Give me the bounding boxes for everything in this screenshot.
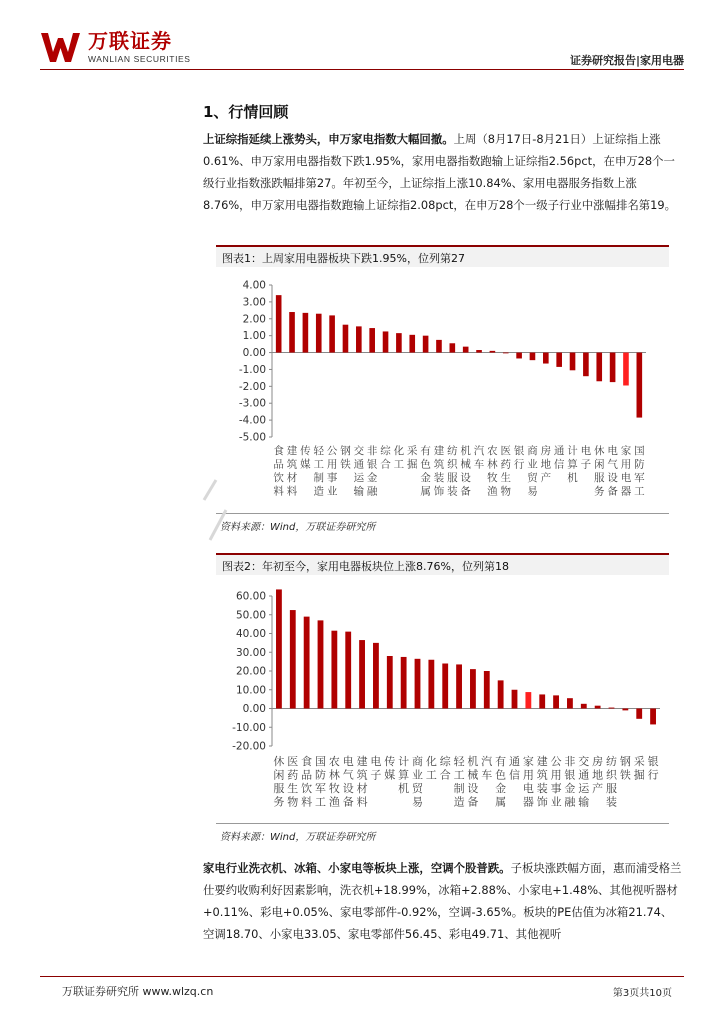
x-category-label-char: 行 [513,458,525,471]
bar-计算机 [570,353,576,371]
x-category-label-char: 房 [540,445,552,457]
watermark-mark [196,470,256,550]
x-category-label-char: 产 [540,472,552,484]
x-category-label-char: 防 [634,458,645,471]
x-category-label-char: 车 [481,768,493,782]
bar-传媒 [303,313,309,353]
x-category-label-char: 品 [301,768,313,782]
x-category-label-char: 电 [370,755,382,768]
x-category-label-char: 防 [315,768,326,782]
x-category-label-char: 业 [412,768,423,782]
chart-1-title: 图表1：上周家用电器板块下跌1.95%，位列第27 [222,252,465,265]
bar-传媒 [387,656,393,709]
x-category-label-char: 渔 [328,795,340,809]
x-category-label-char: 行 [647,768,659,782]
x-category-label-char: 信 [509,768,520,782]
bar-休闲服务 [596,353,602,382]
bar-食品饮料 [304,617,310,709]
x-category-label-char: 筑 [356,768,368,782]
bar-钢铁 [343,325,349,353]
x-category-label-char: 工 [634,485,645,498]
x-category-label-char: 务 [273,795,285,809]
x-category-label-char: 通 [509,755,520,768]
x-category-label-char: 纺 [606,755,617,768]
bar-建筑装饰 [539,694,545,708]
bar-化工 [396,333,402,352]
x-category-label-char: 筑 [286,458,298,471]
x-category-label-char: 银 [647,755,659,768]
y-tick-label: 1.00 [242,330,266,343]
x-category-label-char: 备 [460,485,471,498]
x-category-label-char: 建 [536,755,548,768]
x-category-label-char: 设 [342,782,354,795]
x-category-label-char: 金 [366,472,378,484]
bar-银行 [516,353,522,359]
x-category-label-char: 制 [453,782,465,795]
y-tick-label: 60.00 [235,590,266,603]
section-title: 1、行情回顾 [203,103,289,121]
y-tick-label: 30.00 [235,646,266,659]
x-category-label-char: 休 [594,445,605,457]
x-category-label-char: 设 [467,782,479,795]
x-category-label-char: 工 [393,458,405,471]
x-category-label-char: 合 [380,458,391,471]
y-tick-label: -5.00 [238,431,266,444]
x-category-label-char: 非 [366,445,378,457]
bar-轻工制造 [316,314,322,353]
x-category-label-char: 建 [433,445,445,457]
x-category-label-char: 工 [315,795,326,809]
footer-divider [40,976,684,977]
bar-建筑装饰 [436,340,442,353]
x-category-label-char: 纺 [447,445,458,457]
bar-医药生物 [290,610,296,708]
chart-2-title: 图表2：年初至今，家用电器板块位上涨8.76%，位列第18 [222,560,509,573]
x-category-label-char: 合 [439,768,451,782]
x-category-label-char: 交 [353,445,365,457]
x-category-label-char: 机 [467,755,479,768]
x-category-label-char: 设 [607,472,618,484]
x-category-label-char: 建 [356,755,368,768]
x-category-label-char: 算 [567,458,578,471]
x-category-label-char: 建 [286,445,298,457]
x-category-label-char: 媒 [300,458,311,471]
x-category-label-char: 服 [447,472,458,484]
x-category-label-char: 色 [420,458,431,471]
y-tick-label: -20.00 [232,740,266,753]
x-category-label-char: 装 [433,472,445,484]
x-category-label-char: 务 [594,485,605,498]
x-category-label-char: 器 [620,485,632,498]
chart-1-plot [216,271,669,511]
bar-商业贸易 [530,353,536,361]
bar-休闲服务 [276,589,282,708]
x-category-label-char: 工 [425,768,437,782]
x-category-label-char: 银 [513,445,525,457]
x-category-label-char: 闲 [594,458,605,471]
chart-2-plot [216,579,669,823]
x-category-label-char: 商 [412,755,423,768]
x-category-label-char: 制 [313,472,324,484]
bar-轻工制造 [456,664,462,708]
company-logo [40,30,191,64]
chart-2-source: 资料来源：Wind，万联证券研究所 [220,832,376,843]
x-category-label-char: 轻 [453,755,465,768]
bar-国防军工 [318,620,324,708]
bar-公用事业 [553,695,559,708]
x-category-label-char: 器 [522,795,534,809]
x-category-label-char: 饮 [301,782,313,795]
x-category-label-char: 轻 [313,445,324,457]
x-category-label-char: 化 [425,755,437,768]
x-category-label-char: 材 [286,472,298,484]
x-category-label-char: 融 [564,795,576,809]
x-category-label-char: 生 [500,472,511,484]
x-category-label-char: 公 [550,755,562,768]
x-category-label-char: 林 [487,458,498,471]
x-category-label-char: 铁 [340,458,351,471]
chart-2 [216,553,669,845]
x-category-label-char: 家 [620,445,632,457]
x-category-label-char: 饰 [433,485,445,498]
bar-交通运输 [356,326,362,352]
x-category-label-char: 掘 [633,768,645,782]
x-category-label-char: 造 [313,485,324,498]
bar-化工 [428,660,434,709]
bar-综合 [383,331,389,352]
x-category-label-char: 业 [527,458,538,471]
x-category-label-char: 地 [592,768,604,782]
x-category-label-char: 输 [353,485,365,498]
x-category-label-char: 牧 [328,782,340,795]
x-category-label-char: 易 [527,485,538,498]
chart-2-divider [216,823,669,824]
bar-电气设备 [610,353,616,383]
y-tick-label: 20.00 [235,665,266,678]
paragraph-lead: 上证综指延续上涨势头，申万家电指数大幅回撤。 [203,132,454,146]
x-category-label-char: 铁 [619,768,631,782]
bar-电子 [373,643,379,709]
x-category-label-char: 地 [540,458,552,471]
x-category-label-char: 食 [301,755,313,768]
bar-电子 [583,353,589,377]
x-category-label-char: 物 [500,485,511,498]
x-category-label-char: 材 [356,782,368,795]
x-category-label-char: 电 [607,445,618,457]
x-category-label-char: 闲 [273,768,285,782]
bar-房地产 [595,706,601,709]
x-category-label-char: 用 [550,768,562,782]
subsector-paragraph [203,857,683,945]
x-category-label-char: 商 [527,445,538,457]
x-category-label-char: 备 [467,795,479,809]
x-category-label-char: 服 [594,472,605,484]
x-category-label-char: 国 [634,445,645,457]
x-category-label-char: 装 [447,485,458,498]
x-category-label-char: 传 [300,445,311,457]
x-category-label-char: 药 [287,768,299,782]
x-category-label-char: 有 [495,755,507,768]
y-tick-label: -4.00 [238,414,266,427]
x-category-label-char: 电 [620,472,632,484]
x-category-label-char: 运 [353,472,365,484]
x-category-label-char: 信 [553,458,565,471]
bar-银行 [650,709,656,725]
bar-通信 [512,690,518,709]
x-category-label-char: 料 [301,795,313,809]
bar-采掘 [636,709,642,719]
x-category-label-char: 工 [453,768,465,782]
x-category-label-char: 备 [607,485,618,498]
x-category-label-char: 料 [356,795,368,809]
bar-汽车 [484,671,490,709]
x-category-label-char: 掘 [407,458,418,471]
x-category-label-char: 车 [473,458,485,471]
bar-机械设备 [463,347,469,353]
bar-汽车 [476,350,482,353]
y-tick-label: 4.00 [242,279,266,292]
x-category-label-char: 机 [567,472,578,484]
x-category-label-char: 有 [420,445,431,457]
x-category-label-char: 子 [580,458,592,471]
x-category-label-char: 筑 [433,458,445,471]
page-number: 第3页共10页 [612,988,672,999]
x-category-label-char: 房 [592,755,604,768]
y-tick-label: -10.00 [232,721,266,734]
x-category-label-char: 运 [578,782,590,795]
x-category-label-char: 械 [467,768,479,782]
chart-2-title-bar [216,553,669,575]
bar-家用电器 [525,692,531,708]
x-category-label-char: 银 [564,768,576,782]
x-category-label-char: 非 [564,755,576,768]
x-category-label-char: 服 [606,782,617,795]
x-category-label-char: 计 [567,445,578,457]
market-review-paragraph [203,128,683,216]
bar-家用电器 [623,353,629,386]
x-category-label-char: 贸 [412,782,423,795]
x-category-label-char: 通 [353,458,365,471]
bar-机械设备 [470,669,476,708]
bar-综合 [442,664,448,709]
x-category-label-char: 织 [447,458,458,471]
y-tick-label: 40.00 [235,628,266,640]
chart-1-source: 资料来源：Wind，万联证券研究所 [220,522,376,533]
x-category-label-char: 汽 [481,755,493,768]
x-category-label-char: 医 [500,445,511,457]
bar-非银金融 [567,698,573,708]
bar-国防军工 [637,353,643,418]
x-category-label-char: 媒 [384,768,396,782]
x-category-label-char: 农 [328,755,340,768]
x-category-label-char: 品 [273,458,284,471]
x-category-label-char: 钢 [340,445,351,457]
x-category-label-char: 汽 [473,445,485,457]
bar-农林牧渔 [490,351,496,353]
x-category-label-char: 化 [393,445,405,457]
x-category-label-char: 渔 [487,485,498,498]
x-category-label-char: 易 [412,795,423,809]
bar-建筑材料 [359,640,365,708]
x-category-label-char: 机 [398,782,410,795]
x-category-label-char: 金 [564,782,576,795]
x-category-label-char: 电 [580,445,592,457]
bar-纺织服装 [609,708,615,709]
x-category-label-char: 产 [592,782,604,795]
x-category-label-char: 饰 [536,795,548,809]
x-category-label-char: 牧 [487,472,498,484]
paragraph-lead: 家电行业洗衣机、冰箱、小家电等板块上涨，空调个股普跌。 [203,861,511,875]
x-category-label-char: 公 [326,445,338,457]
bar-纺织服装 [450,343,456,352]
x-category-label-char: 传 [384,755,396,768]
x-category-label-char: 医 [287,755,299,768]
x-category-label-char: 军 [634,472,645,484]
bar-公用事业 [329,315,335,352]
y-tick-label: 50.00 [235,609,266,622]
x-category-label-char: 属 [420,485,431,498]
x-category-label-char: 电 [342,755,354,768]
wanlian-logo-icon [40,30,82,64]
x-category-label-char: 料 [286,485,298,498]
x-category-label-char: 业 [326,485,338,498]
x-category-label-char: 采 [633,755,645,768]
x-category-label-char: 生 [287,782,299,795]
x-category-label-char: 备 [342,795,354,809]
header-divider [40,69,684,70]
x-category-label-char: 计 [398,755,410,768]
x-category-label-char: 药 [500,458,511,471]
y-tick-label: -1.00 [238,363,266,376]
bar-计算机 [401,657,407,709]
x-category-label-char: 用 [620,458,632,471]
x-category-label-char: 用 [522,768,534,782]
x-category-label-char: 综 [380,445,391,457]
page-header [40,30,684,70]
bar-电气设备 [345,632,351,709]
x-category-label-char: 机 [460,445,471,457]
x-category-label-char: 用 [326,458,338,471]
x-category-label-char: 业 [550,795,562,809]
x-category-label-char: 综 [439,755,451,768]
x-category-label-char: 食 [273,445,284,457]
x-category-label-char: 织 [606,768,617,782]
x-category-label-char: 服 [273,782,285,795]
logo-chinese-name: 万联证券 [88,29,172,53]
x-category-label-char: 钢 [619,755,631,768]
x-category-label-char: 通 [578,768,590,782]
bar-医药生物 [503,353,509,354]
x-category-label-char: 气 [607,458,618,471]
x-category-label-char: 事 [326,472,338,484]
chart-1-divider [216,513,669,514]
x-category-label-char: 子 [370,768,382,782]
y-tick-label: -3.00 [238,397,266,410]
y-tick-label: 10.00 [235,684,266,697]
bar-商业贸易 [415,659,421,709]
x-category-label-char: 国 [315,755,326,768]
x-category-label-char: 事 [550,782,562,795]
y-tick-label: 0.00 [242,703,266,715]
x-category-label-char: 金 [420,472,431,484]
x-category-label-char: 装 [536,782,548,795]
x-category-label-char: 融 [366,485,378,498]
x-category-label-char: 算 [398,768,410,782]
x-category-label-char: 采 [407,445,418,457]
x-category-label-char: 休 [273,755,285,768]
x-category-label-char: 交 [578,755,590,768]
bar-农林牧渔 [331,631,337,709]
x-category-label-char: 装 [606,795,617,809]
x-category-label-char: 金 [495,782,507,795]
x-category-label-char: 物 [287,795,299,809]
x-category-label-char: 输 [578,795,590,809]
paragraph-body: 上周（8月17日-8月21日）上证综指上涨0.61%、申万家用电器指数下跌1.95%，家用电器指数跑输上证综指2.56pct，在申万28个一级行业指数涨跌幅排第27。年初至今，上证综指上涨10.84%、家用电器服务指数上涨8.76%，申万家用电器指数跑输上证综指2.08pct，在申万28个一级子行业中涨幅排名第19。 [203,132,676,212]
x-category-label-char: 电 [522,782,534,795]
x-category-label-char: 气 [342,768,354,782]
x-category-label-char: 造 [453,795,465,809]
bar-采掘 [409,335,415,353]
x-category-label-char: 农 [487,445,498,457]
bar-非银金融 [369,328,375,352]
x-category-label-char: 料 [273,485,284,498]
x-category-label-char: 家 [522,755,534,768]
bar-食品饮料 [276,295,282,352]
y-tick-label: 3.00 [242,296,266,309]
x-category-label-char: 通 [553,445,565,457]
bar-交通运输 [581,704,587,709]
x-category-label-char: 军 [315,782,326,795]
bar-通信 [556,353,562,367]
x-category-label-char: 工 [313,458,324,471]
x-category-label-char: 饮 [273,472,284,484]
bar-房地产 [543,353,549,364]
x-category-label-char: 设 [460,472,471,484]
paragraph-body: 子板块涨跌幅方面，惠而浦受格兰仕要约收购利好因素影响，洗衣机+18.99%，冰箱+2.88%、小家电+1.48%、其他视听器材+0.11%、彩电+0.05%、家电零部件-0.92%，空调-3.65%。板块的PE估值为冰箱21.74、空调18.70、小家电33.05、家电零部件56.45、彩电49.71、其他视听 [203,861,682,941]
report-type-label: 证券研究报告|家用电器 [569,54,684,67]
x-category-label-char: 贸 [527,472,538,484]
x-category-label-char: 属 [495,795,507,809]
bar-有色金属 [498,680,504,708]
x-category-label-char: 林 [328,768,340,782]
footer-website: 万联证券研究所 www.wlzq.cn [62,985,214,998]
bar-建筑材料 [289,312,295,353]
y-tick-label: -2.00 [238,380,266,393]
bar-有色金属 [423,336,429,353]
chart-1-title-bar [216,245,669,267]
y-tick-label: 0.00 [242,347,266,360]
x-category-label-char: 色 [495,768,507,782]
y-tick-label: 2.00 [242,313,266,326]
chart-1 [216,245,669,535]
x-category-label-char: 银 [366,458,378,471]
x-category-label-char: 械 [460,458,471,471]
bar-钢铁 [622,709,628,711]
x-category-label-char: 筑 [536,768,548,782]
logo-english-name: WANLIAN SECURITIES [88,54,191,64]
